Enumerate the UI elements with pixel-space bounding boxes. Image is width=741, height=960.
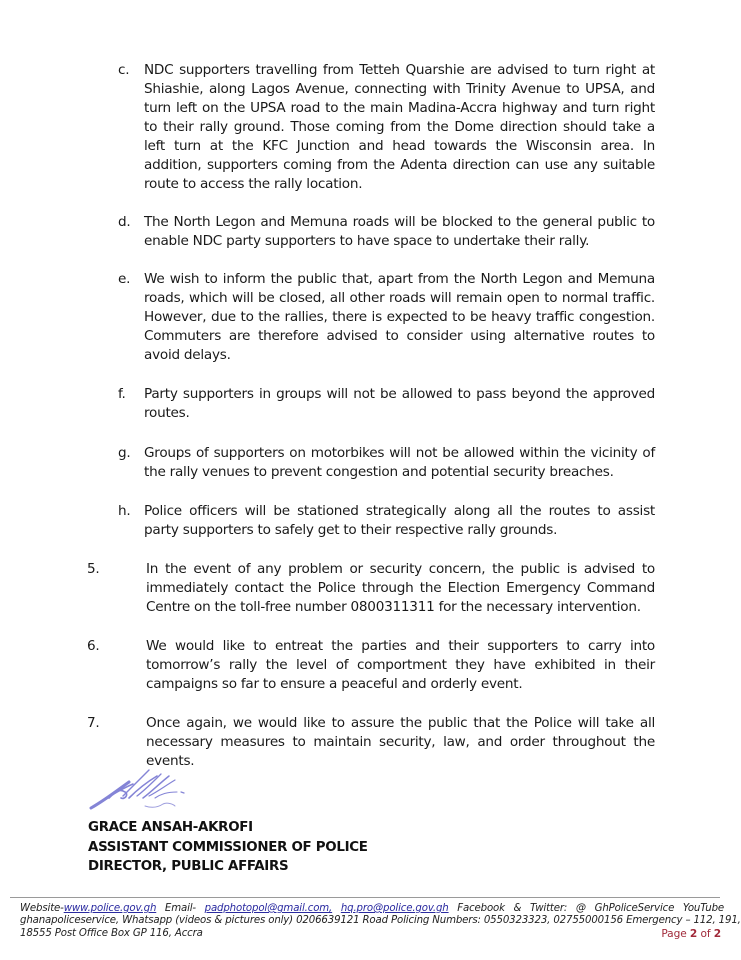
signatory-name: GRACE ANSAH-AKROFI xyxy=(88,820,253,835)
signature-image xyxy=(85,762,215,814)
page-mid: of xyxy=(697,928,714,940)
social-handles: Facebook & Twitter: @ GhPoliceService YouTube xyxy=(457,903,725,914)
list-marker: g. xyxy=(118,445,131,461)
page-current: 2 xyxy=(689,928,698,940)
list-item-text: Groups of supporters on motorbikes will not be allowed within the vicinity of the rally venues to prevent congestion and potential security breaches. xyxy=(144,445,655,480)
list-item-text: The North Legon and Memuna roads will be blocked to the general public to enable NDC party supporters to have space to undertake their rally. xyxy=(144,214,655,249)
page-prefix: Page xyxy=(661,928,690,940)
email-link-2[interactable]: hq.pro@police.gov.gh xyxy=(340,903,449,914)
list-item-text: Party supporters in groups will not be allowed to pass beyond the approved routes. xyxy=(144,386,655,421)
signatory-block xyxy=(88,818,368,877)
paragraph-number: 6. xyxy=(87,638,100,654)
list-item-text: NDC supporters travelling from Tetteh Quarshie are advised to turn right at Shiashie, along Lagos Avenue, connecting with Trinity Avenue to UPSA, and turn left on the UPSA road to the main Madina-Accra highway and turn right to their rally ground. Those coming from the Dome direction should take a left turn at the KFC Junction and head towards the Wisconsin area. In addition, supporters coming from the Adenta direction can use any suitable route to access the rally location. xyxy=(144,62,655,192)
paragraph-text: We would like to entreat the parties and their supporters to carry into tomorrow’s rally the level of comportment they have exhibited in their campaigns so far to ensure a peaceful and orderly event. xyxy=(146,638,655,692)
list-item-g xyxy=(118,444,655,482)
paragraph-text: In the event of any problem or security concern, the public is advised to immediately contact the Police through the Election Emergency Command Centre on the toll-free number 0800311311 for the necessary intervention. xyxy=(146,561,655,615)
numbered-paragraph-5 xyxy=(87,560,655,617)
footer-line-2: ghanapoliceservice, Whatsapp (videos & pictures only) 0206639121 Road Policing Numbers: 0550323323, 02755000156 Emergency – 112, 191, xyxy=(20,915,741,927)
footer-line-3: 18555 Post Office Box GP 116, Accra xyxy=(20,927,203,939)
list-item-e xyxy=(118,270,655,365)
list-marker: f. xyxy=(118,386,126,402)
list-item-f xyxy=(118,385,655,423)
website-label: Website- xyxy=(20,903,64,914)
email-link-1[interactable]: padphotopol@gmail.com, xyxy=(204,903,333,914)
page-total: 2 xyxy=(713,928,721,940)
list-item-d xyxy=(118,213,655,251)
list-item-h xyxy=(118,502,655,540)
email-label: Email- xyxy=(164,903,196,914)
numbered-paragraph-6 xyxy=(87,637,655,694)
list-marker: c. xyxy=(118,62,130,78)
footer-line-1 xyxy=(20,903,724,915)
paragraph-number: 7. xyxy=(87,715,100,731)
list-item-c xyxy=(118,61,655,194)
paragraph-text: Once again, we would like to assure the public that the Police will take all necessary measures to maintain security, law, and order throughout the events. xyxy=(146,715,655,769)
footer xyxy=(20,903,741,940)
list-item-text: Police officers will be stationed strategically along all the routes to assist party supporters to safely get to their respective rally grounds. xyxy=(144,503,655,538)
list-item-text: We wish to inform the public that, apart from the North Legon and Memuna roads, which will be closed, all other roads will remain open to normal traffic. However, due to the rallies, there is expected to be heavy traffic congestion. Commuters are therefore advised to consider using alternative routes to avoid delays. xyxy=(144,271,655,363)
paragraph-number: 5. xyxy=(87,561,100,577)
signatory-position: DIRECTOR, PUBLIC AFFAIRS xyxy=(88,859,289,874)
signatory-rank: ASSISTANT COMMISSIONER OF POLICE xyxy=(88,839,368,855)
list-marker: e. xyxy=(118,271,131,287)
list-marker: h. xyxy=(118,503,131,519)
footer-divider xyxy=(10,897,720,898)
website-link[interactable]: www.police.gov.gh xyxy=(63,903,157,914)
page-number xyxy=(661,928,721,940)
list-marker: d. xyxy=(118,214,131,230)
